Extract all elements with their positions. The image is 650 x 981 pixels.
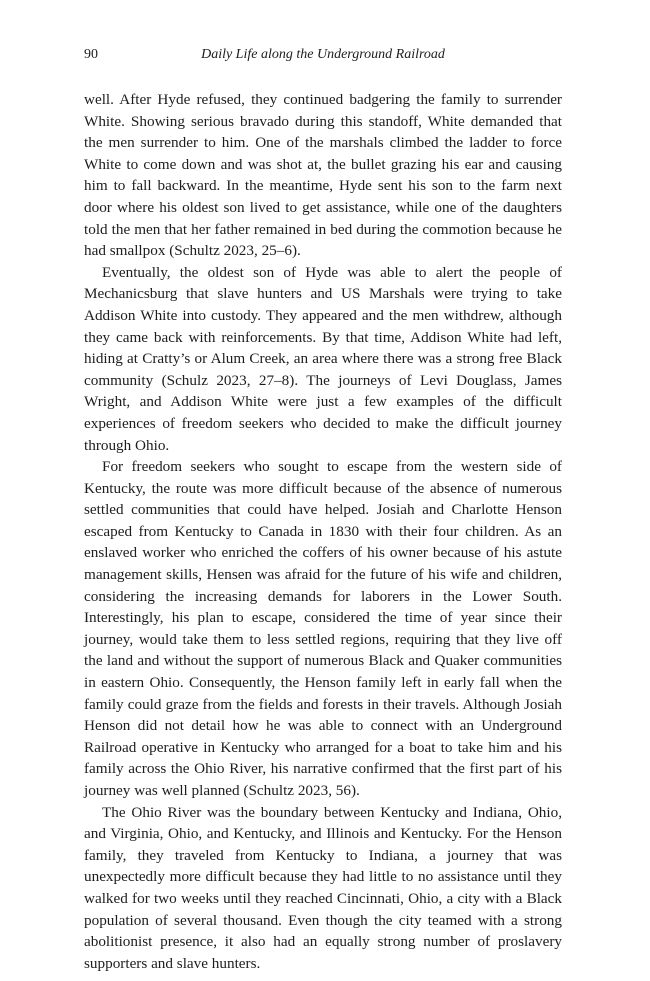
- paragraph: For freedom seekers who sought to escape from the western side of Kentucky, the route was more difficult because of the absence of numerous settled communities that could have helped. Josiah and Charlotte Henson escaped from Kentucky to Canada in 1830 with their four children. As an enslaved worker who enriched the coffers of his owner because of his astute management skills, Hensen was afraid for the future of his wife and children, considering the increasing demands for laborers in the Lower South. Interestingly, his plan to escape, considered the time of year since their journey, would take them to less settled regions, requiring that they live off the land and without the support of numerous Black and Quaker communities in eastern Ohio. Consequently, the Henson family left in early fall when the family could graze from the fields and forests in their travels. Although Josiah Henson did not detail how he was able to connect with an Underground Railroad operative in Kentucky who arranged for a boat to take him and his family across the Ohio River, his narrative confirmed that the first part of his journey was well planned (Schultz 2023, 56).: [84, 458, 562, 799]
- body-text: [84, 89, 562, 974]
- paragraph: Eventually, the oldest son of Hyde was able to alert the people of Mechanicsburg that slave hunters and US Marshals were trying to take Addison White into custody. They appeared and the men withdrew, although they came back with reinforcements. By that time, Addison White had left, hiding at Cratty’s or Alum Creek, an area where there was a strong free Black community (Schulz 2023, 27–8). The journeys of Levi Douglass, James Wright, and Addison White were just a few examples of the difficult experiences of freedom seekers who decided to make the difficult journey through Ohio.: [84, 263, 562, 454]
- paragraph: The Ohio River was the boundary between Kentucky and Indiana, Ohio, and Virginia, Ohio, and Kentucky, and Illinois and Kentucky. For the Henson family, they traveled from Kentucky to Indiana, a journey that was unexpectedly more difficult because they had little to no assistance until they walked for two weeks until they reached Cincinnati, Ohio, a city with a Black population of several thousand. Even though the city teamed with a strong abolitionist presence, it also had an equally strong number of proslavery supporters and slave hunters.: [84, 803, 562, 972]
- page-number: 90: [84, 47, 98, 62]
- running-head: [84, 45, 562, 65]
- paragraph-continuation: well. After Hyde refused, they continued badgering the family to surrender White. Showing serious bravado during this standoff, White demanded that the men surrender to him. One of the marshals climbed the ladder to force White to come down and was shot at, the bullet grazing his ear and causing him to fall backward. In the meantime, Hyde sent his son to the farm next door where his oldest son lived to get assistance, while one of the daughters told the men that her father remained in bed during the commotion because he had smallpox (Schultz 2023, 25–6).: [84, 91, 562, 260]
- running-title: Daily Life along the Underground Railroad: [201, 47, 445, 62]
